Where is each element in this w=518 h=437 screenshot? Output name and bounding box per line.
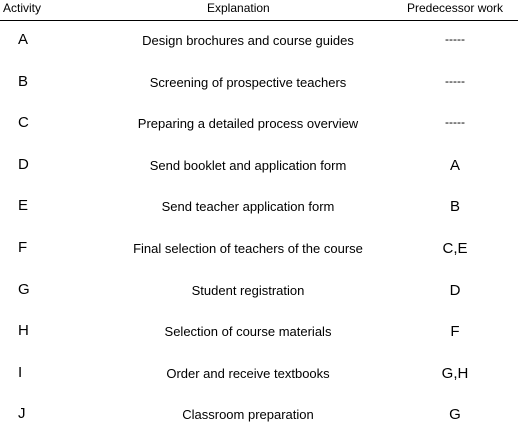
explanation-cell: Order and receive textbooks	[166, 365, 330, 381]
header-predecessor: Predecessor work	[407, 1, 504, 15]
explanation-cell: Send teacher application form	[161, 199, 335, 215]
predecessor-cell: G,H	[441, 364, 469, 382]
predecessor-cell: A	[449, 156, 460, 174]
activity-cell: D	[18, 155, 29, 173]
table-header	[0, 0, 518, 21]
explanation-cell: Classroom preparation	[182, 407, 314, 423]
table-row	[0, 229, 518, 271]
table-row	[0, 21, 518, 63]
explanation-cell: Preparing a detailed process overview	[137, 116, 359, 132]
header-activity: Activity	[3, 1, 42, 15]
explanation-cell: Final selection of teachers of the course	[133, 240, 363, 256]
table-row	[0, 354, 518, 396]
activity-cell: H	[18, 322, 29, 340]
activity-cell: J	[18, 405, 26, 423]
predecessor-cell: -----	[445, 73, 465, 88]
activity-cell: B	[18, 72, 29, 90]
table-row	[0, 271, 518, 313]
explanation-cell: Design brochures and course guides	[142, 33, 354, 48]
activity-cell: G	[18, 280, 30, 298]
explanation-cell: Selection of course materials	[164, 324, 332, 340]
table-row	[0, 395, 518, 437]
activity-cell: I	[18, 363, 23, 381]
table-row	[0, 146, 518, 188]
table-row	[0, 63, 518, 105]
explanation-cell: Send booklet and application form	[149, 157, 347, 173]
predecessor-cell: -----	[445, 115, 465, 130]
explanation-cell: Student registration	[191, 282, 305, 298]
activity-cell: E	[18, 197, 29, 215]
predecessor-cell: D	[449, 281, 461, 299]
predecessor-cell: B	[449, 198, 460, 216]
activity-cell: C	[18, 114, 29, 132]
table-row	[0, 104, 518, 146]
predecessor-cell: F	[450, 323, 460, 341]
table-row	[0, 312, 518, 354]
predecessor-cell: G	[449, 406, 461, 424]
header-explanation: Explanation	[207, 1, 270, 15]
explanation-cell: Screening of prospective teachers	[149, 74, 347, 90]
activity-cell: A	[18, 31, 29, 48]
activity-cell: F	[18, 238, 28, 256]
table-body	[0, 21, 518, 437]
table-row	[0, 187, 518, 229]
predecessor-cell: C,E	[442, 239, 468, 257]
predecessor-cell: -----	[445, 32, 465, 46]
